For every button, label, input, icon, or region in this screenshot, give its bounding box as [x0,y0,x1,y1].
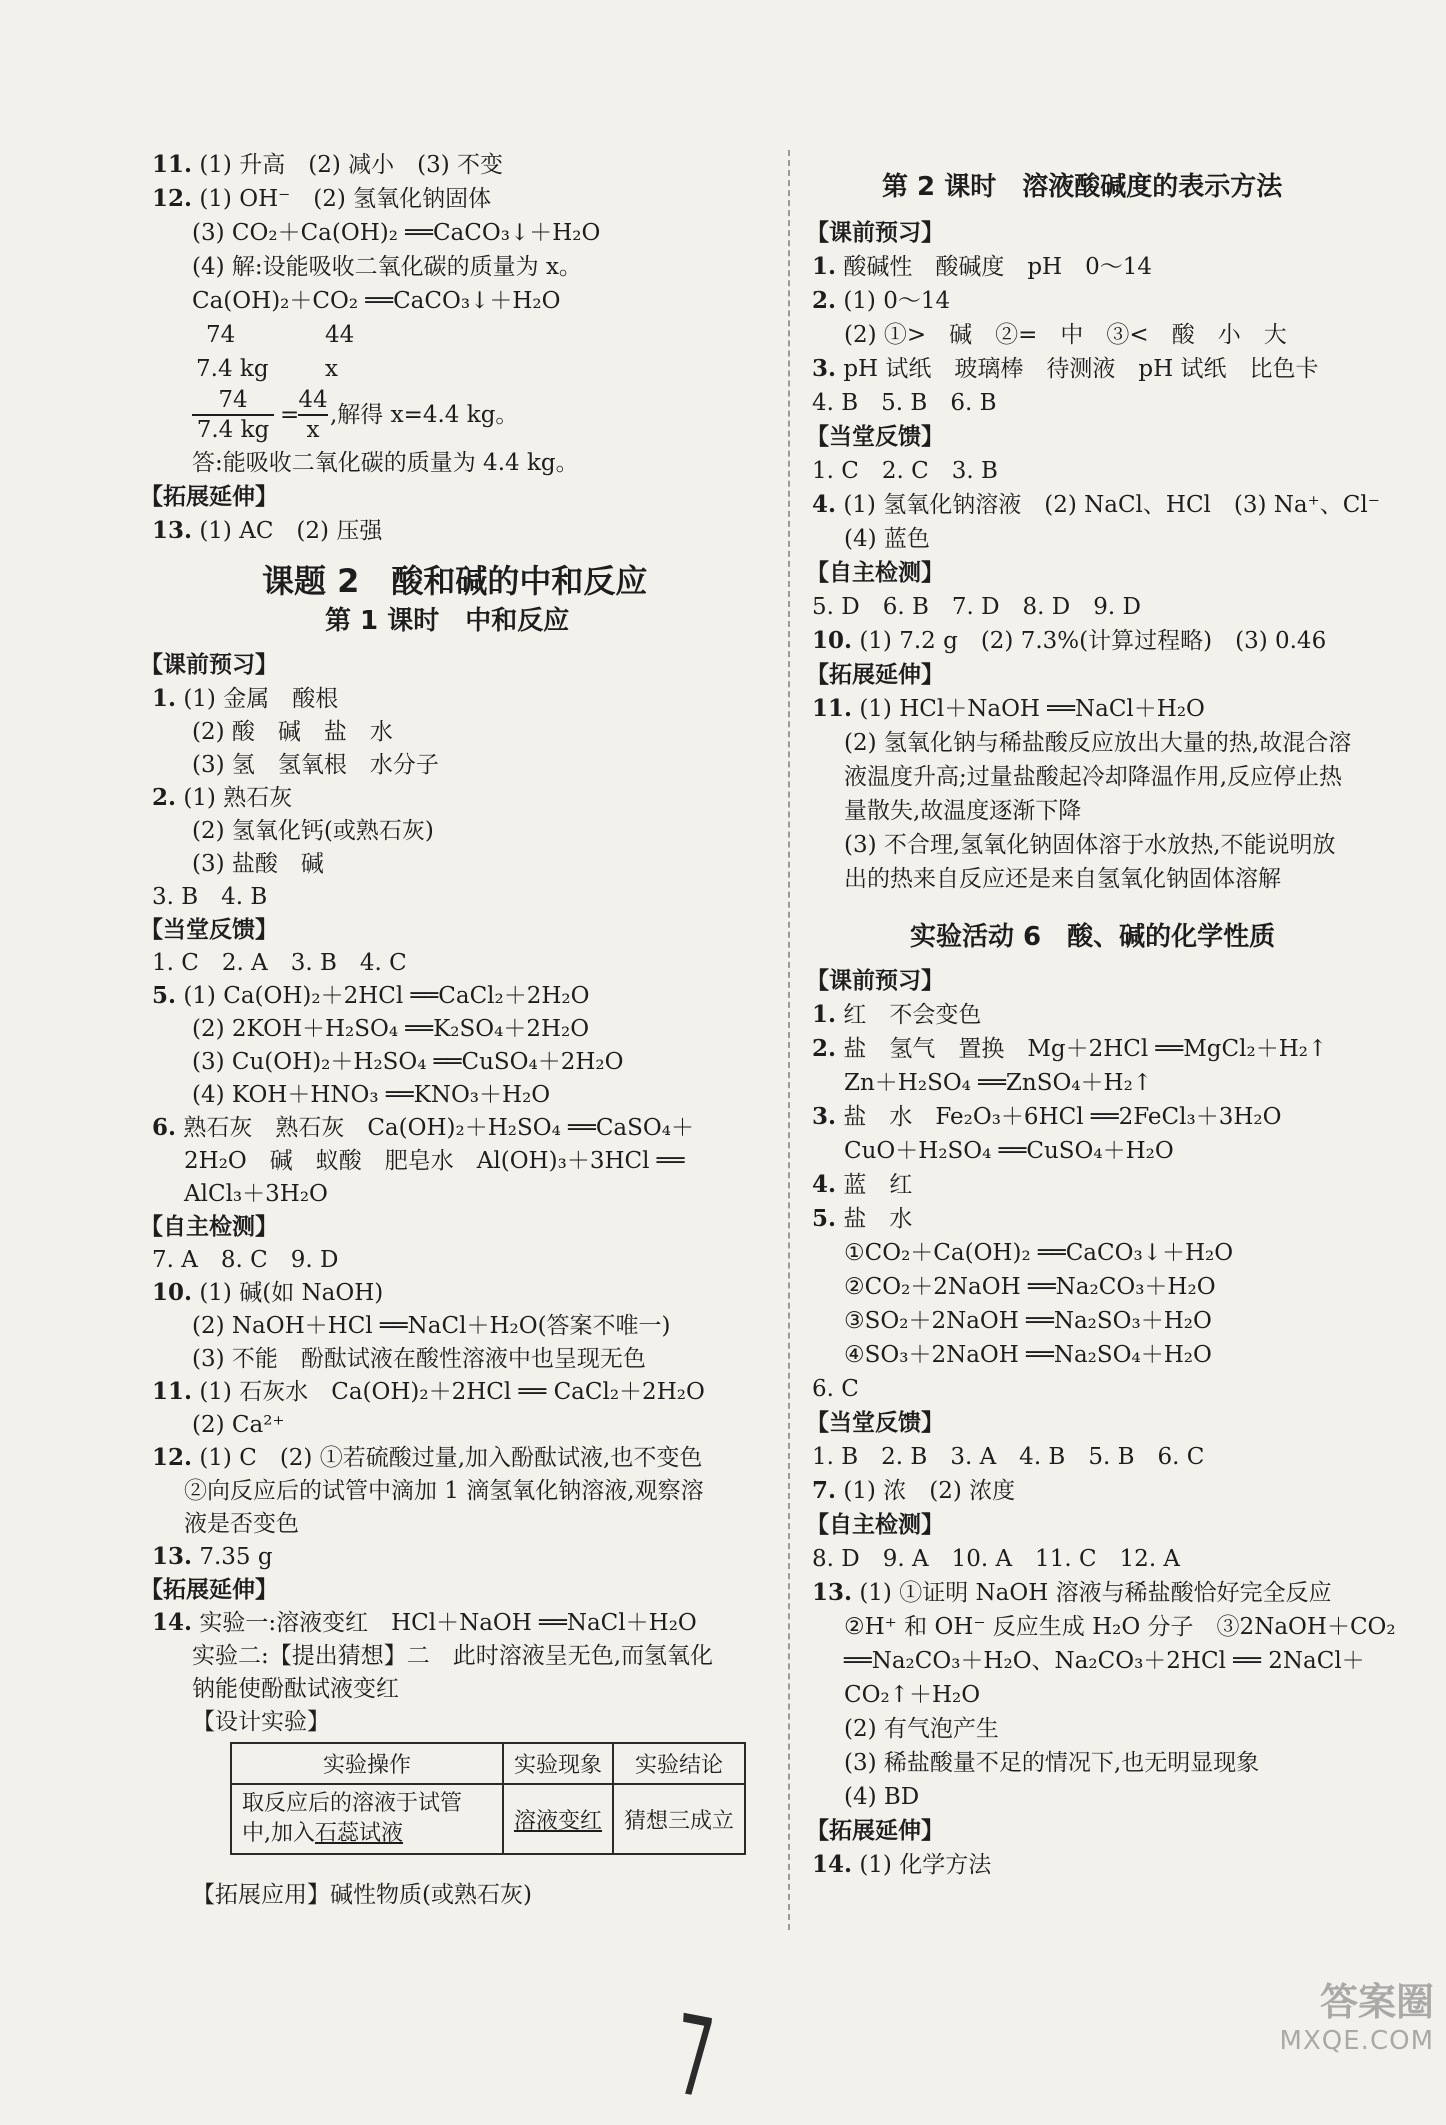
answer-line: 3. 盐 水 Fe₂O₃＋6HCl ══2FeCl₃＋3H₂O [812,1103,1282,1130]
answer-line: 2H₂O 碱 蚁酸 肥皂水 Al(OH)₃＋3HCl ══ [184,1148,685,1174]
answer-line: 4. (1) 氢氧化钠溶液 (2) NaCl、HCl (3) Na⁺、Cl⁻ [812,491,1380,518]
answer-line: (4) BD [844,1784,920,1810]
answer-line: 实验二:【提出猜想】二 此时溶液呈无色,而氢氧化 [192,1643,714,1669]
answer-line: 2. 盐 氢气 置换 Mg＋2HCl ══MgCl₂＋H₂↑ [812,1035,1328,1062]
fraction-denominator: x [298,414,328,444]
answer-line: 5. 盐 水 [812,1205,913,1232]
section-header: 【拓展延伸】 [806,661,944,688]
answer-line: 14. 实验一:溶液变红 HCl＋NaOH ══NaCl＋H₂O [152,1609,697,1636]
section-header: 【拓展延伸】 [140,1576,278,1603]
answer-line: 13. (1) AC (2) 压强 [152,517,383,544]
fraction-numerator: 74 [218,387,248,413]
answer-line: 12. (1) OH⁻ (2) 氢氧化钠固体 [152,185,492,212]
section-header: 【课前预习】 [140,651,278,678]
equation-line: CuO＋H₂SO₄ ══CuSO₄＋H₂O [844,1138,1174,1164]
table-header: 实验结论 [613,1743,745,1784]
answer-line: 11. (1) 升高 (2) 减小 (3) 不变 [152,151,503,178]
ratio-value: 7.4 kg [196,356,269,382]
answer-line: (2) 酸 碱 盐 水 [192,719,393,745]
lesson-subtitle: 第 1 课时 中和反应 [325,606,570,636]
watermark-url: MXQE.COM [1279,2026,1434,2056]
lesson-subtitle: 第 2 课时 溶液酸碱度的表示方法 [882,172,1283,202]
answer-line: 7. (1) 浓 (2) 浓度 [812,1477,1016,1504]
answer-line: 出的热来自反应还是来自氢氧化钠固体溶解 [844,866,1281,892]
answer-line: 2. (1) 0～14 [812,287,951,314]
answer-line: (3) CO₂＋Ca(OH)₂ ══CaCO₃↓＋H₂O [192,220,601,246]
answer-line: 钠能使酚酞试液变红 [192,1676,399,1702]
equation-line: ①CO₂＋Ca(OH)₂ ══CaCO₃↓＋H₂O [844,1240,1234,1266]
equation-line: CO₂↑＋H₂O [844,1682,981,1708]
equation-line: Zn＋H₂SO₄ ══ZnSO₄＋H₂↑ [844,1070,1153,1096]
answer-line: 5. D 6. B 7. D 8. D 9. D [812,594,1141,620]
equation-line: (2) 2KOH＋H₂SO₄ ══K₂SO₄＋2H₂O [192,1016,590,1042]
section-header: 【自主检测】 [140,1213,278,1240]
table-cell [613,1784,745,1854]
experiment-table [230,1742,746,1855]
answer-line: 量散失,故温度逐渐下降 [844,798,1082,824]
fraction-numerator: 44 [298,387,328,413]
section-header: 【课前预习】 [806,967,944,994]
answer-line: 8. D 9. A 10. A 11. C 12. A [812,1546,1181,1572]
equation-line: ④SO₃＋2NaOH ══Na₂SO₄＋H₂O [844,1342,1212,1368]
equation-line: Ca(OH)₂＋CO₂ ══CaCO₃↓＋H₂O [192,288,561,314]
answer-line: ②向反应后的试管中滴加 1 滴氢氧化钠溶液,观察溶 [184,1478,704,1504]
answer-line: (4) 解:设能吸收二氧化碳的质量为 x。 [192,254,582,280]
answer-line: (3) 不合理,氢氧化钠固体溶于水放热,不能说明放 [844,832,1336,858]
equation-line: ②CO₂＋2NaOH ══Na₂CO₃＋H₂O [844,1274,1216,1300]
answer-line: (2) NaOH＋HCl ══NaCl＋H₂O(答案不唯一) [192,1313,671,1339]
answer-line: 6. 熟石灰 熟石灰 Ca(OH)₂＋H₂SO₄ ══CaSO₄＋ [152,1114,694,1141]
answer-line: 1. 酸碱性 酸碱度 pH 0～14 [812,253,1153,280]
ratio-value: 74 [206,322,236,348]
answer-line: 4. 蓝 红 [812,1171,913,1198]
answer-line: 7. A 8. C 9. D [152,1247,339,1273]
equation-line: (4) KOH＋HNO₃ ══KNO₃＋H₂O [192,1082,551,1108]
fraction-denominator: 7.4 kg [192,414,274,444]
answer-line: (3) 不能 酚酞试液在酸性溶液中也呈现无色 [192,1346,646,1372]
section-header: 【当堂反馈】 [806,1409,944,1436]
answer-line: 6. C [812,1376,859,1402]
cell-text: 中,加入 [242,1821,315,1846]
answer-line: 1. C 2. A 3. B 4. C [152,950,407,976]
answer-line: 【设计实验】 [192,1709,330,1735]
fraction [298,386,328,444]
table-row [231,1784,745,1854]
answer-line: 液是否变色 [184,1511,299,1537]
table-header: 实验现象 [503,1743,613,1784]
ratio-value: x [325,356,338,382]
answer-line: 13. (1) ①证明 NaOH 溶液与稀盐酸恰好完全反应 [812,1579,1332,1606]
equation-line: ══Na₂CO₃＋H₂O、Na₂CO₃＋2HCl ══ 2NaCl＋ [844,1648,1365,1674]
section-header: 【当堂反馈】 [806,423,944,450]
cell-text: 溶液变红 [514,1808,603,1834]
column-divider [788,150,790,1930]
answer-line: 3. B 4. B [152,884,268,910]
table-header-row [231,1743,745,1784]
answer-line: 1. 红 不会变色 [812,1001,982,1028]
answer-line: (3) 稀盐酸量不足的情况下,也无明显现象 [844,1750,1260,1776]
answer-line: 10. (1) 7.2 g (2) 7.3%(计算过程略) (3) 0.46 [812,627,1327,654]
answer-line: 14. (1) 化学方法 [812,1851,992,1878]
lesson-title: 课题 2 酸和碱的中和反应 [262,562,648,600]
answer-line: (4) 蓝色 [844,526,930,552]
answer-line: 1. B 2. B 3. A 4. B 5. B 6. C [812,1444,1205,1470]
answer-line: 液温度升高;过量盐酸起冷却降温作用,反应停止热 [844,764,1343,790]
table-cell [231,1784,503,1854]
table-header: 实验操作 [231,1743,503,1784]
answer-line: (3) 氢 氢氧根 水分子 [192,752,439,778]
answer-line: (2) Ca²⁺ [192,1412,285,1438]
cell-text: 石蕊试液 [315,1821,404,1846]
ratio-value: 44 [325,322,355,348]
section-header: 【自主检测】 [806,559,944,586]
answer-line: AlCl₃＋3H₂O [184,1181,328,1207]
answer-line: 13. 7.35 g [152,1543,273,1570]
section-header: 【拓展延伸】 [140,483,278,510]
answer-line: 11. (1) HCl＋NaOH ══NaCl＋H₂O [812,695,1205,722]
answer-line: ②H⁺ 和 OH⁻ 反应生成 H₂O 分子 ③2NaOH＋CO₂ [844,1614,1396,1640]
watermark-logo-text: 答案圈 [1319,1980,1434,2024]
handwritten-page-number: 7 [672,1990,719,2125]
section-header: 【课前预习】 [806,219,944,246]
answer-line: 【拓展应用】碱性物质(或熟石灰) [192,1882,532,1908]
answer-line: 3. pH 试纸 玻璃棒 待测液 pH 试纸 比色卡 [812,355,1319,382]
answer-line: 5. (1) Ca(OH)₂＋2HCl ══CaCl₂＋2H₂O [152,982,590,1009]
answer-line: (2) ①> 碱 ②= 中 ③< 酸 小 大 [844,322,1287,348]
answer-line: (2) 氢氧化钙(或熟石灰) [192,818,434,844]
answer-line: (2) 氢氧化钠与稀盐酸反应放出大量的热,故混合溶 [844,730,1352,756]
section-header: 【当堂反馈】 [140,916,278,943]
answer-line: 1. C 2. C 3. B [812,458,998,484]
section-header: 【拓展延伸】 [806,1817,944,1844]
answer-line: 10. (1) 碱(如 NaOH) [152,1279,384,1306]
lesson-subtitle: 实验活动 6 酸、碱的化学性质 [910,922,1276,952]
answer-line: 答:能吸收二氧化碳的质量为 4.4 kg。 [192,450,579,476]
watermark [1280,1971,1434,2056]
answer-line: 1. (1) 金属 酸根 [152,685,339,712]
answer-line: ,解得 x=4.4 kg。 [330,402,519,428]
answer-line: 2. (1) 熟石灰 [152,784,293,811]
cell-text: 猜想三成立 [624,1808,735,1834]
equation-line: (3) Cu(OH)₂＋H₂SO₄ ══CuSO₄＋2H₂O [192,1049,624,1075]
table-cell [503,1784,613,1854]
section-header: 【自主检测】 [806,1511,944,1538]
answer-line: 11. (1) 石灰水 Ca(OH)₂＋2HCl ══ CaCl₂＋2H₂O [152,1378,705,1405]
fraction [192,386,274,444]
answer-line: 12. (1) C (2) ①若硫酸过量,加入酚酞试液,也不变色 [152,1444,703,1471]
answer-line: (3) 盐酸 碱 [192,851,324,877]
answer-line: 4. B 5. B 6. B [812,390,997,416]
equation-line: ③SO₂＋2NaOH ══Na₂SO₃＋H₂O [844,1308,1212,1334]
answer-line: (2) 有气泡产生 [844,1716,999,1742]
cell-text: 取反应后的溶液于试管 [242,1791,463,1816]
